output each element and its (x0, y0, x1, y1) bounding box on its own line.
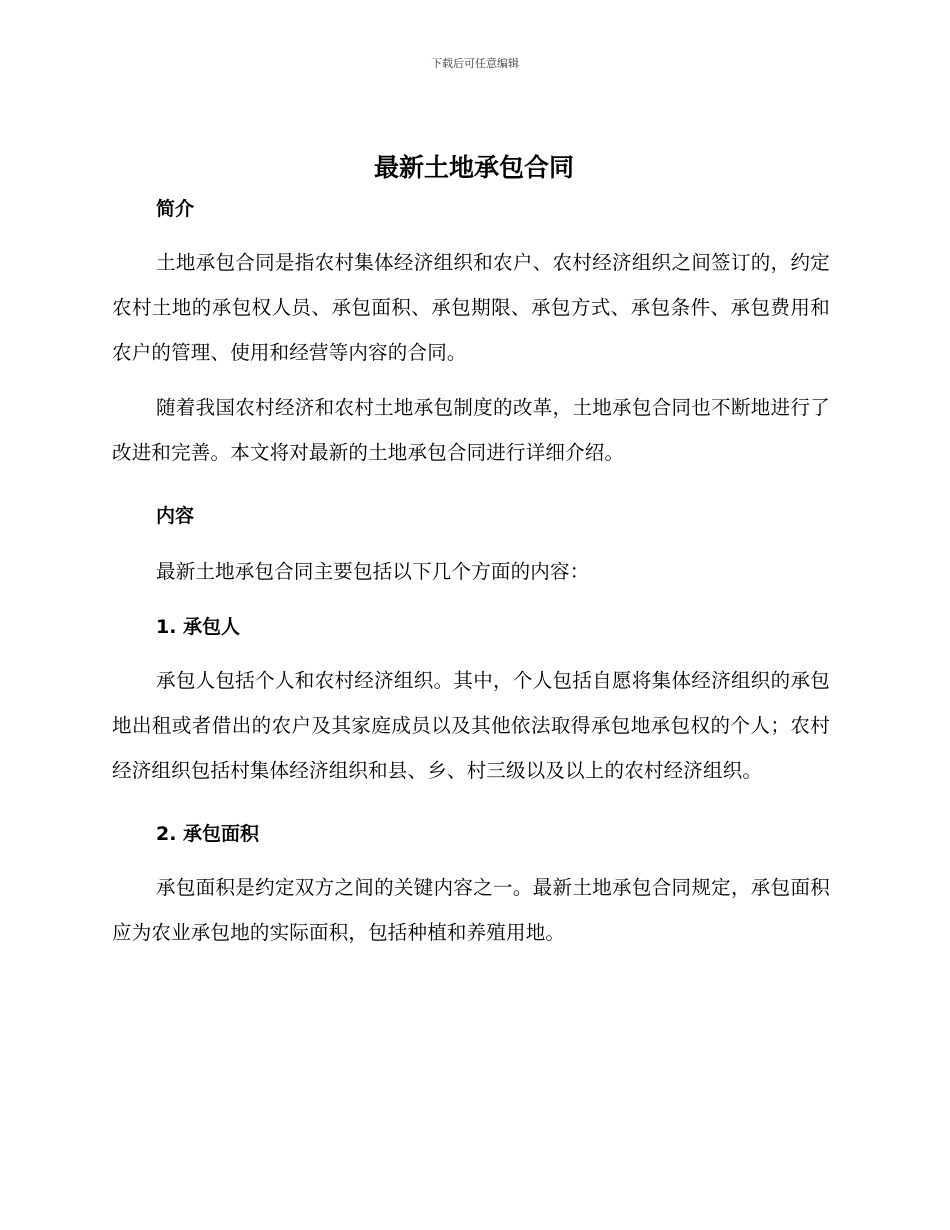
header-note: 下载后可任意编辑 (431, 57, 519, 70)
content-heading: 内容 (156, 505, 195, 527)
item1-heading: 1. 承包人 (156, 616, 241, 638)
document-title: 最新土地承包合同 (373, 153, 574, 182)
content-paragraph-1: 最新土地承包合同主要包括以下几个方面的内容： (156, 560, 590, 583)
intro-paragraph-1: 土地承包合同是指农村集体经济组织和农户、农村经济组织之间签订的，约定农村土地的承包权人员、承包面积、承包期限、承包方式、承包条件、承包费用和农户的管理、使用和经营等内容的合同。 (112, 251, 830, 364)
intro-paragraph-2: 随着我国农村经济和农村土地承包制度的改革，土地承包合同也不断地进行了改进和完善。本文将对最新的土地承包合同进行详细介绍。 (112, 396, 830, 464)
intro-heading: 简介 (156, 198, 195, 220)
item2-paragraph: 承包面积是约定双方之间的关键内容之一。最新土地承包合同规定，承包面积应为农业承包地的实际面积，包括种植和养殖用地。 (112, 876, 830, 944)
item2-heading: 2. 承包面积 (156, 823, 260, 845)
item1-paragraph: 承包人包括个人和农村经济组织。其中，个人包括自愿将集体经济组织的承包地出租或者借出的农户及其家庭成员以及其他依法取得承包地承包权的个人；农村经济组织包括村集体经济组织和县、乡、村三级以及以上的农村经济组织。 (112, 669, 830, 782)
document-body (112, 148, 830, 955)
